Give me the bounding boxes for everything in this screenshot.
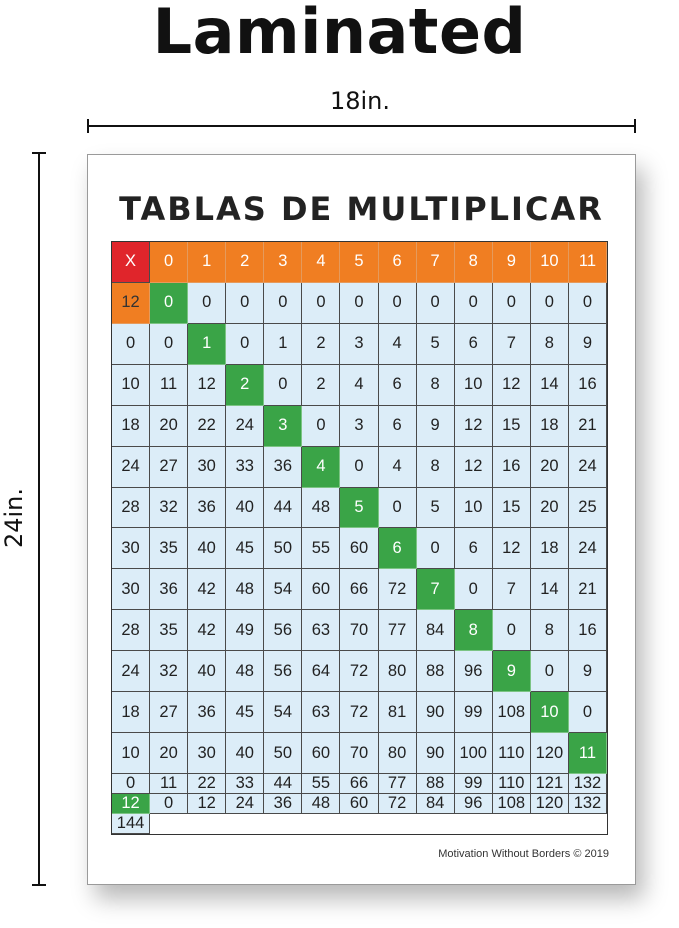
table-cell: 70 [340, 610, 378, 651]
poster-title: TABLAS DE MULTIPLICAR [119, 190, 604, 228]
table-cell: 0 [531, 651, 569, 692]
table-cell: 72 [340, 692, 378, 733]
table-cell: 18 [112, 692, 150, 733]
table-cell: 1 [264, 324, 302, 365]
table-cell: 10 [112, 733, 150, 774]
table-cell: 10 [455, 365, 493, 406]
table-cell: 15 [493, 406, 531, 447]
table-cell: 80 [379, 651, 417, 692]
laminated-title: Laminated [152, 0, 527, 68]
table-cell: 3 [340, 324, 378, 365]
row-header: 11 [569, 733, 607, 774]
table-cell: 40 [188, 651, 226, 692]
column-header: 1 [188, 242, 226, 283]
table-cell: 0 [112, 774, 150, 794]
table-cell: 120 [531, 794, 569, 814]
table-cell: 0 [569, 283, 607, 324]
table-cell: 90 [417, 692, 455, 733]
table-cell: 30 [188, 447, 226, 488]
table-cell: 6 [455, 528, 493, 569]
table-cell: 12 [455, 406, 493, 447]
table-cell: 7 [493, 324, 531, 365]
row-header: 3 [264, 406, 302, 447]
row-header: 7 [417, 569, 455, 610]
table-cell: 0 [188, 283, 226, 324]
table-cell: 72 [340, 651, 378, 692]
table-cell: 35 [150, 528, 188, 569]
column-header: 12 [112, 283, 150, 324]
table-cell: 40 [226, 488, 264, 529]
column-header: 2 [226, 242, 264, 283]
table-cell: 12 [493, 365, 531, 406]
column-header: 7 [417, 242, 455, 283]
table-cell: 99 [455, 692, 493, 733]
row-header: 12 [112, 794, 150, 814]
table-cell: 12 [188, 794, 226, 814]
table-cell: 0 [417, 283, 455, 324]
height-dimension-label: 24in. [0, 487, 28, 549]
multiplication-table [111, 241, 608, 835]
height-line-cap-bottom [32, 884, 46, 886]
table-cell: 36 [264, 794, 302, 814]
table-cell: 10 [455, 488, 493, 529]
table-cell: 36 [150, 569, 188, 610]
table-cell: 2 [302, 324, 340, 365]
table-cell: 20 [150, 406, 188, 447]
table-cell: 48 [226, 569, 264, 610]
table-cell: 30 [112, 569, 150, 610]
row-header: 5 [340, 488, 378, 529]
table-cell: 8 [531, 324, 569, 365]
row-header: 4 [302, 447, 340, 488]
table-cell: 27 [150, 447, 188, 488]
table-cell: 56 [264, 651, 302, 692]
table-cell: 0 [112, 324, 150, 365]
table-cell: 60 [340, 794, 378, 814]
table-cell: 0 [569, 692, 607, 733]
table-corner-x: X [112, 242, 150, 283]
column-header: 11 [569, 242, 607, 283]
table-cell: 35 [150, 610, 188, 651]
table-cell: 8 [531, 610, 569, 651]
table-cell: 66 [340, 774, 378, 794]
table-cell: 8 [417, 447, 455, 488]
table-cell: 16 [493, 447, 531, 488]
table-cell: 16 [569, 610, 607, 651]
table-cell: 27 [150, 692, 188, 733]
table-cell: 6 [379, 365, 417, 406]
table-cell: 0 [493, 283, 531, 324]
table-cell: 36 [264, 447, 302, 488]
table-cell: 24 [112, 651, 150, 692]
table-cell: 110 [493, 733, 531, 774]
table-cell: 4 [379, 324, 417, 365]
row-header: 6 [379, 528, 417, 569]
table-cell: 14 [531, 365, 569, 406]
table-cell: 24 [226, 406, 264, 447]
table-cell: 55 [302, 528, 340, 569]
table-cell: 48 [302, 488, 340, 529]
table-cell: 44 [264, 488, 302, 529]
table-cell: 0 [455, 283, 493, 324]
table-cell: 72 [379, 569, 417, 610]
column-header: 4 [302, 242, 340, 283]
table-cell: 0 [379, 488, 417, 529]
table-cell: 77 [379, 774, 417, 794]
table-cell: 80 [379, 733, 417, 774]
table-cell: 49 [226, 610, 264, 651]
table-cell: 96 [455, 794, 493, 814]
table-cell: 18 [112, 406, 150, 447]
row-header: 1 [188, 324, 226, 365]
table-cell: 50 [264, 528, 302, 569]
table-cell: 12 [493, 528, 531, 569]
column-header: 8 [455, 242, 493, 283]
table-cell: 5 [417, 324, 455, 365]
table-cell: 0 [379, 283, 417, 324]
column-header: 0 [150, 242, 188, 283]
table-cell: 90 [417, 733, 455, 774]
table-cell: 54 [264, 569, 302, 610]
row-header: 2 [226, 365, 264, 406]
table-cell: 81 [379, 692, 417, 733]
width-line-cap-left [87, 119, 89, 133]
table-cell: 0 [340, 283, 378, 324]
table-cell: 100 [455, 733, 493, 774]
table-cell: 20 [150, 733, 188, 774]
table-cell: 0 [302, 283, 340, 324]
table-cell: 4 [340, 365, 378, 406]
table-cell: 88 [417, 774, 455, 794]
table-cell: 42 [188, 569, 226, 610]
table-cell: 108 [493, 794, 531, 814]
table-cell: 24 [569, 447, 607, 488]
row-header: 0 [150, 283, 188, 324]
table-cell: 18 [531, 406, 569, 447]
table-cell: 10 [112, 365, 150, 406]
table-cell: 0 [264, 283, 302, 324]
table-cell: 12 [455, 447, 493, 488]
row-header: 9 [493, 651, 531, 692]
multiplication-poster [87, 154, 636, 885]
table-cell: 5 [417, 488, 455, 529]
table-cell: 4 [379, 447, 417, 488]
table-cell: 22 [188, 406, 226, 447]
table-cell: 36 [188, 692, 226, 733]
table-cell: 18 [531, 528, 569, 569]
table-cell: 60 [340, 528, 378, 569]
table-cell: 15 [493, 488, 531, 529]
table-cell: 0 [226, 283, 264, 324]
table-cell: 63 [302, 692, 340, 733]
table-cell: 48 [226, 651, 264, 692]
table-cell: 121 [531, 774, 569, 794]
table-cell: 28 [112, 488, 150, 529]
table-cell: 96 [455, 651, 493, 692]
table-cell: 42 [188, 610, 226, 651]
height-dimension-line [38, 153, 40, 886]
table-cell: 50 [264, 733, 302, 774]
table-cell: 84 [417, 610, 455, 651]
table-cell: 25 [569, 488, 607, 529]
table-cell: 32 [150, 651, 188, 692]
table-cell: 16 [569, 365, 607, 406]
table-cell: 55 [302, 774, 340, 794]
row-header: 8 [455, 610, 493, 651]
table-cell: 40 [188, 528, 226, 569]
table-cell: 0 [455, 569, 493, 610]
row-header: 10 [531, 692, 569, 733]
column-header: 5 [340, 242, 378, 283]
table-cell: 30 [112, 528, 150, 569]
table-cell: 0 [531, 283, 569, 324]
table-cell: 3 [340, 406, 378, 447]
table-cell: 21 [569, 406, 607, 447]
table-cell: 120 [531, 733, 569, 774]
column-header: 10 [531, 242, 569, 283]
table-cell: 60 [302, 569, 340, 610]
table-cell: 11 [150, 774, 188, 794]
table-cell: 9 [569, 651, 607, 692]
width-dimension-line [88, 125, 636, 127]
height-line-cap-top [32, 152, 46, 154]
table-cell: 132 [569, 794, 607, 814]
table-cell: 33 [226, 447, 264, 488]
table-cell: 0 [150, 794, 188, 814]
width-line-cap-right [634, 119, 636, 133]
table-cell: 63 [302, 610, 340, 651]
table-cell: 30 [188, 733, 226, 774]
table-cell: 60 [302, 733, 340, 774]
table-cell: 48 [302, 794, 340, 814]
table-cell: 0 [493, 610, 531, 651]
table-cell: 0 [264, 365, 302, 406]
table-cell: 45 [226, 528, 264, 569]
table-cell: 22 [188, 774, 226, 794]
table-cell: 99 [455, 774, 493, 794]
table-cell: 0 [226, 324, 264, 365]
table-cell: 44 [264, 774, 302, 794]
column-header: 9 [493, 242, 531, 283]
copyright-footer: Motivation Without Borders © 2019 [438, 848, 609, 860]
table-cell: 24 [226, 794, 264, 814]
table-cell: 110 [493, 774, 531, 794]
table-cell: 77 [379, 610, 417, 651]
table-cell: 20 [531, 488, 569, 529]
table-cell: 24 [112, 447, 150, 488]
table-cell: 21 [569, 569, 607, 610]
table-cell: 6 [379, 406, 417, 447]
table-cell: 72 [379, 794, 417, 814]
table-cell: 66 [340, 569, 378, 610]
column-header: 3 [264, 242, 302, 283]
table-cell: 20 [531, 447, 569, 488]
table-cell: 70 [340, 733, 378, 774]
table-cell: 56 [264, 610, 302, 651]
table-cell: 45 [226, 692, 264, 733]
table-cell: 64 [302, 651, 340, 692]
table-cell: 12 [188, 365, 226, 406]
table-cell: 33 [226, 774, 264, 794]
table-cell: 28 [112, 610, 150, 651]
table-cell: 0 [340, 447, 378, 488]
table-cell: 7 [493, 569, 531, 610]
table-cell: 24 [569, 528, 607, 569]
table-cell: 11 [150, 365, 188, 406]
table-cell: 9 [569, 324, 607, 365]
table-cell: 132 [569, 774, 607, 794]
width-dimension-label: 18in. [329, 87, 391, 115]
table-cell: 40 [226, 733, 264, 774]
table-cell: 108 [493, 692, 531, 733]
table-cell: 9 [417, 406, 455, 447]
table-cell: 88 [417, 651, 455, 692]
table-cell: 54 [264, 692, 302, 733]
table-cell: 8 [417, 365, 455, 406]
table-cell: 0 [302, 406, 340, 447]
column-header: 6 [379, 242, 417, 283]
table-cell: 0 [417, 528, 455, 569]
table-cell: 0 [150, 324, 188, 365]
table-cell: 84 [417, 794, 455, 814]
table-cell: 36 [188, 488, 226, 529]
table-cell: 14 [531, 569, 569, 610]
table-cell: 2 [302, 365, 340, 406]
table-cell: 6 [455, 324, 493, 365]
table-cell: 32 [150, 488, 188, 529]
table-cell: 144 [112, 814, 150, 834]
